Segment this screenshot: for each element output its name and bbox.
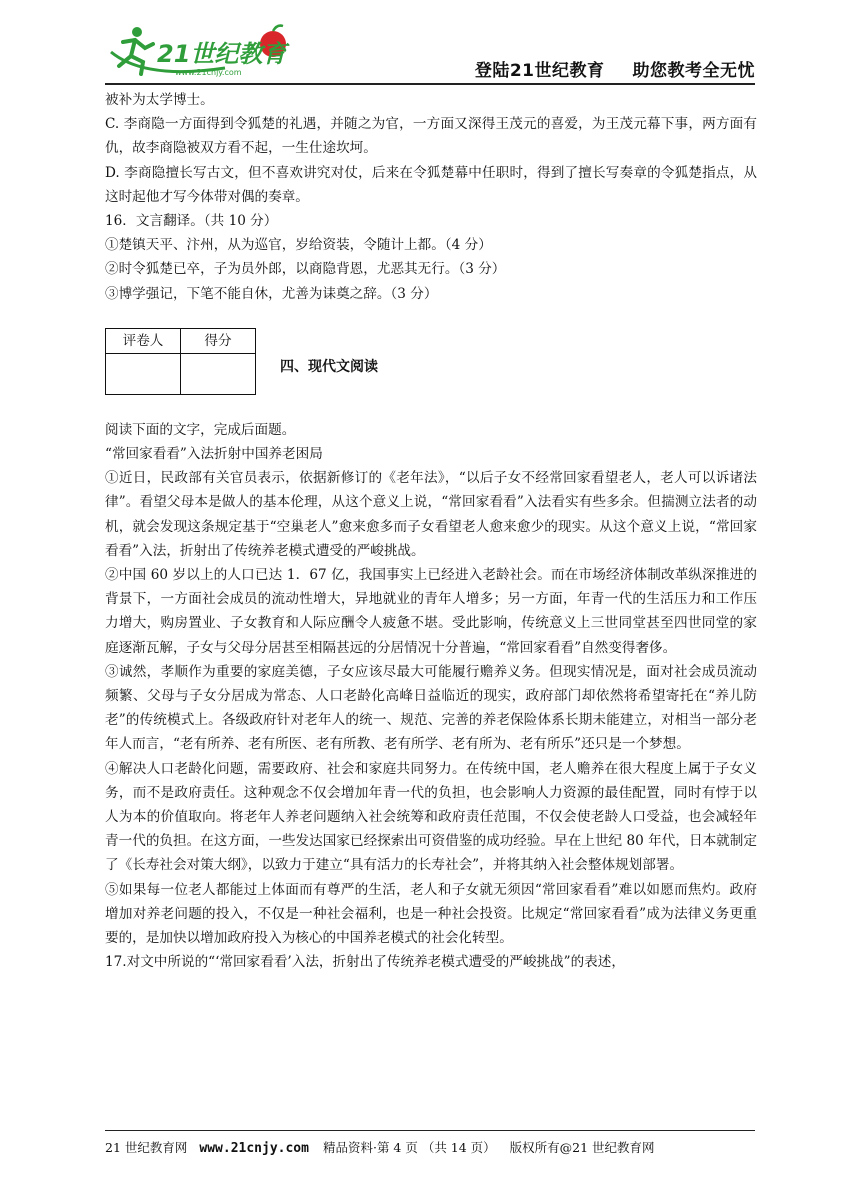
text-line: D. 李商隐擅长写古文，但不喜欢讲究对仗，后来在令狐楚幕中任职时，得到了擅长写奏章的令狐楚指点，从这时起他才写今体带对偶的奏章。 <box>105 164 757 205</box>
paragraph-4: ④解决人口老龄化问题，需要政府、社会和家庭共同努力。在传统中国，老人赡养在很大程度上属于子女义务，而不是政府责任。这种观念不仅会增加年青一代的负担，也会影响人力资源的最佳配置，同时有悖于以人为本的价值取向。将老年人养老问题纳入社会统筹和政府责任范围，不仅会使老龄人口受益，也会减轻年青一代的负担。在这方面，一些发达国家已经探索出可资借鉴的成功经验。早在上世纪 80 年代，日本就制定了《长寿社会对策大纲》，以致力于建立“具有活力的长寿社会”，并将其纳入社会整体规划部署。 <box>105 760 757 874</box>
paragraph-5: ⑤如果每一位老人都能过上体面而有尊严的生活，老人和子女就无须因“常回家看看”难以如愿而焦灼。政府增加对养老问题的投入，不仅是一种社会福利，也是一种社会投资。比规定“常回家看看”成为法律义务更重要的，是加快以增加政府投入为核心的中国养老模式的社会化转型。 <box>105 881 757 947</box>
instruction-line: 阅读下面的文字，完成后面题。 <box>105 421 296 438</box>
21cnjy-logo <box>105 22 305 82</box>
question-16-item-1: ①楚镇天平、汴州，从为巡官，岁给资装，令随计上都。（4 分） <box>105 237 492 254</box>
paragraph-1: ①近日，民政部有关官员表示，依据新修订的《老年法》，“以后子女不经常回家看望老人，老人可以诉诸法律”。看望父母本是做人的基本伦理，从这个意义上说，“常回家看看”入法看实有些多余。但揣测立法者的动机，就会发现这条规定基于“空巢老人”愈来愈多而子女看望老人愈来愈少的现实。从这个意义上说，“常回家看看”入法，折射出了传统养老模式遭受的严峻挑战。 <box>105 470 757 559</box>
grader-cell <box>106 354 181 395</box>
header-divider <box>105 83 755 85</box>
slogan-left: 登陆21世纪教育 <box>474 61 605 81</box>
page-header <box>105 22 755 84</box>
footer-copyright: 版权所有@21 世纪教育网 <box>509 1140 655 1155</box>
grader-header: 评卷人 <box>106 328 181 353</box>
paragraph-2: ②中国 60 岁以上的人口已达 1．67 亿，我国事实上已经进入老龄社会。而在市场经济体制改革纵深推进的背景下，一方面社会成员的流动性增大，异地就业的青年人增多；另一方面，年青一代的生活压力和工作压力增大，购房置业、子女教育和人际应酬令人疲惫不堪。受此影响，传统意义上三世同堂甚至四世同堂的家庭逐渐瓦解，子女与父母分居甚至相隔甚远的分居情况十分普遍，“常回家看看”自然变得奢侈。 <box>105 567 757 656</box>
section-title: 四、现代文阅读 <box>280 358 378 375</box>
paragraph-3: ③诚然，孝顺作为重要的家庭美德，子女应该尽最大可能履行赡养义务。但现实情况是，面对社会成员流动频繁、父母与子女分居成为常态、人口老龄化高峰日益临近的现实，政府部门却依然将希望寄托在“养儿防老”的传统模式上。各级政府针对老年人的统一、规范、完善的养老保险体系长期未能建立，对相当一部分老年人而言，“老有所养、老有所医、老有所教、老有所学、老有所为、老有所乐”还只是一个梦想。 <box>105 663 757 753</box>
footer-site: www.21cnjy.com <box>199 1141 309 1156</box>
svg-text:www.21cnjy.com: www.21cnjy.com <box>175 68 242 77</box>
text-line: C. 李商隐一方面得到令狐楚的礼遇，并随之为官，一方面又深得王茂元的喜爱，为王茂元幕下事，两方面有仇，故李商隐被双方看不起，一生仕途坎坷。 <box>105 116 757 157</box>
question-17: 17.对文中所说的“‘常回家看看’入法，折射出了传统养老模式遭受的严峻挑战”的表述， <box>105 954 625 971</box>
question-16-item-3: ③博学强记，下笔不能自休，尤善为诔奠之辞。（3 分） <box>105 285 438 302</box>
slogan-right: 助您教考全无忧 <box>632 61 755 81</box>
header-slogan <box>475 56 755 81</box>
svg-text:21世纪教育: 21世纪教育 <box>157 40 287 68</box>
footer-divider <box>105 1130 755 1131</box>
document-body <box>105 88 757 975</box>
score-header: 得分 <box>181 328 256 353</box>
score-table <box>105 328 256 395</box>
text-line: 被补为太学博士。 <box>105 92 214 108</box>
footer-page-info: 精品资料·第 4 页 （共 14 页） <box>322 1140 496 1155</box>
article-title: “常回家看看”入法折射中国养老困局 <box>105 446 323 463</box>
footer-left: 21 世纪教育网 <box>105 1140 188 1155</box>
score-cell <box>181 354 256 395</box>
score-block <box>105 328 757 418</box>
question-16-title: 16．文言翻译。（共 10 分） <box>105 213 278 230</box>
question-16-item-2: ②时令狐楚已卒，子为员外郎，以商隐背恩，尤恶其无行。（3 分） <box>105 261 506 278</box>
page-footer <box>105 1138 755 1156</box>
